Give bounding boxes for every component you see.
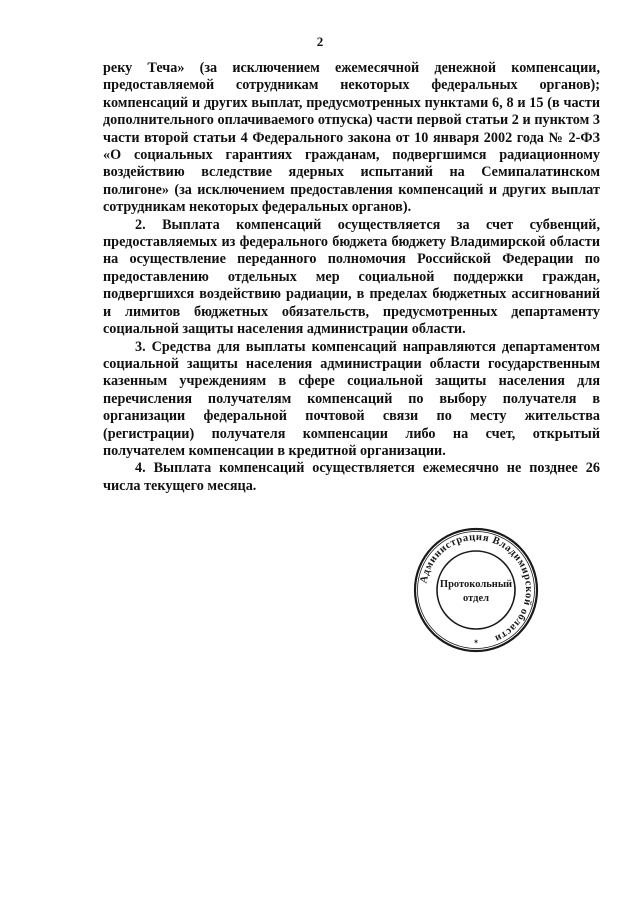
paragraph-item-4: 4. Выплата компенсаций осуществляется ежемесячно не позднее 26 числа текущего месяца. bbox=[103, 460, 600, 494]
document-body bbox=[103, 60, 600, 495]
page-number: 2 bbox=[316, 34, 324, 49]
seal-inner-ring bbox=[437, 551, 515, 629]
seal-star-icon: ✶ bbox=[473, 638, 479, 646]
seal-graphic bbox=[413, 527, 539, 653]
seal-center-line-2: отдел bbox=[463, 593, 489, 604]
paragraph-item-3: 3. Средства для выплаты компенсаций направляются департаментом социальной защиты населения администрации области государственным казенным учреждениям в сфере социальной защиты населения для перечисления получателям компенсаций по выбору получателя в организации федеральной почтовой связи по месту жительства (регистрации) получателя компенсации либо на счет, открытый получателем компенсации в кредитной организации. bbox=[103, 338, 600, 459]
seal-outer-ring bbox=[415, 529, 537, 651]
seal-ring-textpath: Администрация Владимирской области bbox=[418, 531, 535, 645]
paragraph-item-2: 2. Выплата компенсаций осуществляется за счет субвенций, предоставляемых из федерального бюджета бюджету Владимирской области на осуществление переданного полномочия Российской Федерации по предоставлению отдельных мер социальной поддержки граждан, подвергшихся воздействию радиации, в пределах бюджетных ассигнований и лимитов бюджетных обязательств, предусмотренных департаменту социальной защиты населения администрации области. bbox=[103, 216, 600, 338]
paragraph-continuation: реку Теча» (за исключением ежемесячной денежной компенсации, предоставляемой сотрудникам некоторых федеральных органов); компенсаций и других выплат, предусмотренных пунктами 6, 8 и 15 (в части дополнительного оплачиваемого отпуска) части первой статьи 2 и пунктом 3 части второй статьи 4 Федерального закона от 10 января 2002 года № 2-ФЗ «О социальных гарантиях гражданам, подвергшимся радиационному воздействию вследствие ядерных испытаний на Семипалатинском полигоне» (за исключением предоставления компенсаций и других выплат сотрудникам некоторых федеральных органов). bbox=[103, 60, 600, 216]
seal-center-line-1: Протокольный bbox=[439, 579, 513, 590]
official-seal bbox=[413, 527, 539, 653]
